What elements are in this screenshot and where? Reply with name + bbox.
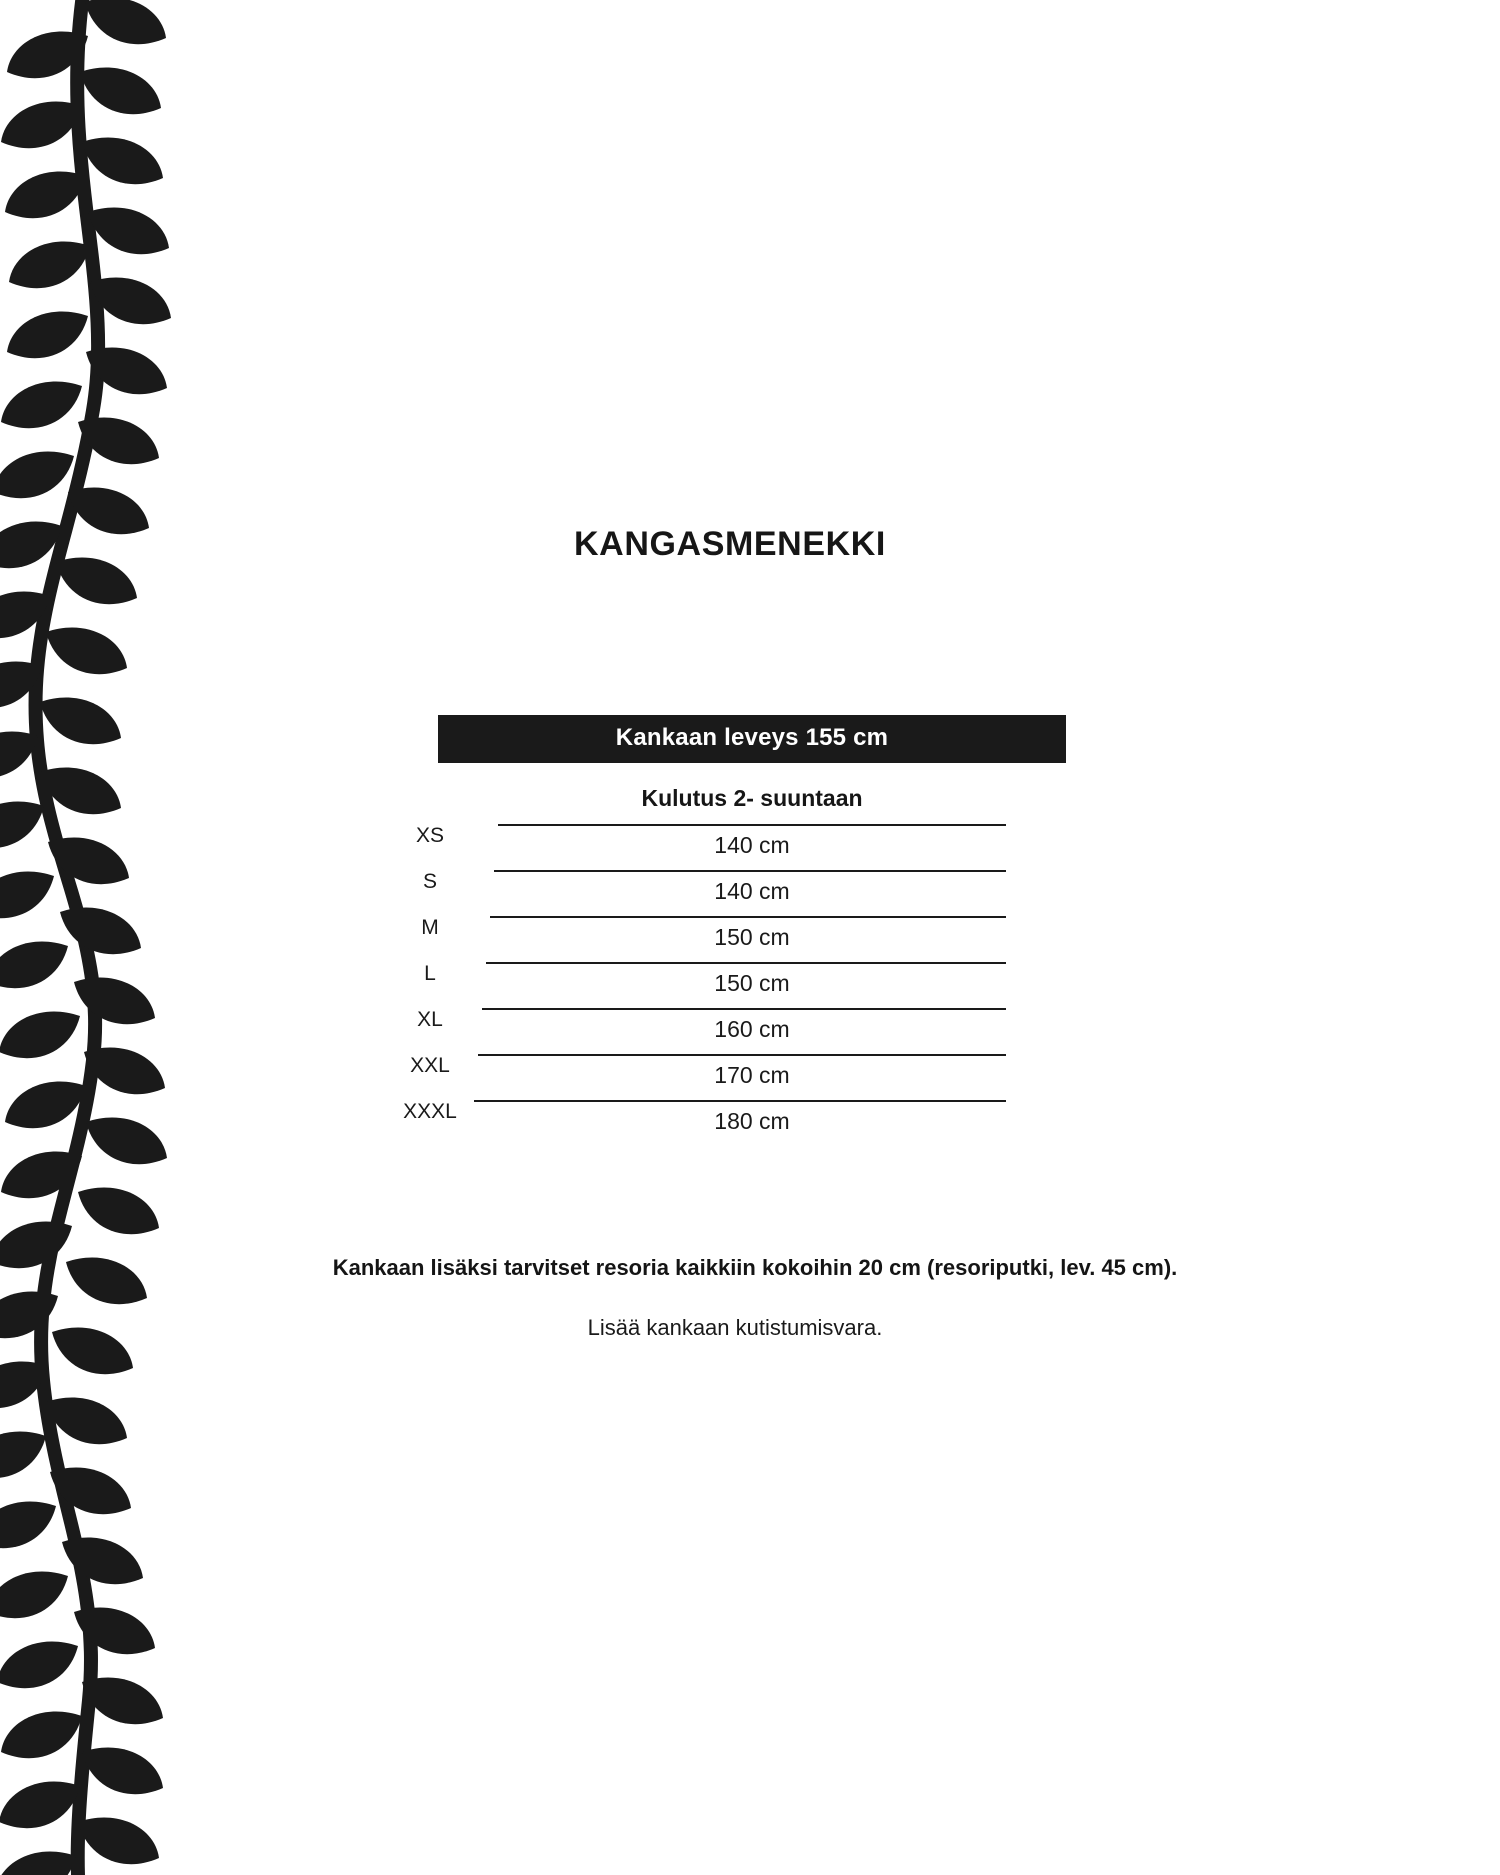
row-value: 150 cm — [714, 924, 790, 950]
row-size-label: S — [422, 870, 437, 893]
table-row — [200, 916, 1300, 962]
row-size-label: L — [424, 962, 436, 985]
leaf-vine-decoration — [0, 0, 190, 1875]
note-ribbing-requirement: Kankaan lisäksi tarvitset resoria kaikkiin kokoihin 20 cm (resoriputki, lev. 45 cm). — [332, 1255, 1178, 1280]
row-size-label: XXL — [410, 1054, 450, 1077]
table-rows — [200, 824, 1300, 1146]
row-value: 150 cm — [714, 970, 790, 996]
table-row — [200, 1100, 1300, 1146]
row-value: 140 cm — [714, 832, 790, 858]
row-size-label: M — [421, 916, 439, 939]
table-row — [200, 870, 1300, 916]
table-row — [200, 1008, 1300, 1054]
table-row — [200, 1054, 1300, 1100]
row-size-label: XL — [417, 1008, 443, 1031]
row-value: 140 cm — [714, 878, 790, 904]
row-value: 180 cm — [714, 1108, 790, 1134]
note-shrinkage-allowance: Lisää kankaan kutistumisvara. — [587, 1315, 883, 1340]
row-value: 160 cm — [714, 1016, 790, 1042]
page-title: KANGASMENEKKI — [574, 525, 886, 563]
row-size-label: XXXL — [403, 1100, 457, 1123]
table-header-fabric-width: Kankaan leveys 155 cm — [438, 715, 1066, 763]
content-column — [200, 0, 1500, 1875]
table-row — [200, 962, 1300, 1008]
table-column-header: Kulutus 2- suuntaan — [641, 785, 863, 811]
row-value: 170 cm — [714, 1062, 790, 1088]
fabric-consumption-table — [200, 715, 1300, 1146]
row-size-label: XS — [415, 824, 444, 847]
table-row — [200, 824, 1300, 870]
